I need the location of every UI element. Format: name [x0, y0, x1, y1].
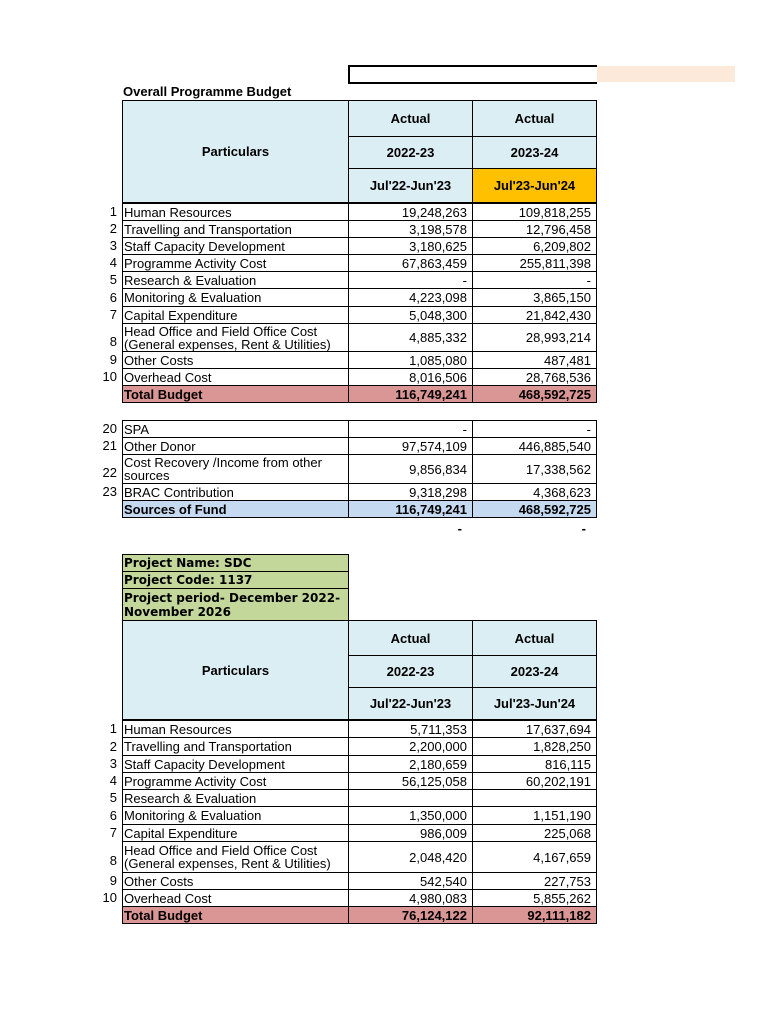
row-number: 7 — [109, 825, 117, 840]
table-row-label: Overhead Cost — [122, 889, 349, 907]
table-cell-value-1: 542,540 — [348, 872, 473, 890]
table-row-label: Overhead Cost — [122, 368, 349, 386]
table-cell-value-1: 19,248,263 — [348, 203, 473, 221]
header-period-1: Jul'22-Jun'23 — [348, 168, 473, 203]
table-row-label: Staff Capacity Development — [122, 755, 349, 773]
row-number: 5 — [109, 272, 117, 287]
table-cell-value-1: 8,016,506 — [348, 368, 473, 386]
row-number: 9 — [109, 352, 117, 367]
row-number: 1 — [109, 204, 117, 219]
total-value-2: 468,592,725 — [472, 500, 597, 518]
row-number: 21 — [102, 438, 117, 453]
row-number: 2 — [109, 738, 117, 754]
row-number: 6 — [109, 807, 117, 823]
project-code: Project Code: 1137 — [122, 571, 349, 589]
table-row-label: Research & Evaluation — [122, 789, 349, 807]
header-year-2: 2023-24 — [472, 136, 597, 169]
header2-actual-1: Actual — [348, 620, 473, 656]
table-cell-value-2: 17,338,562 — [472, 454, 597, 484]
row-number: 22 — [102, 465, 117, 480]
table-cell-value-1: 5,711,353 — [348, 720, 473, 738]
header2-particulars: Particulars — [122, 620, 349, 720]
header2-actual-2: Actual — [472, 620, 597, 656]
table-row-label: Head Office and Field Office Cost (General expenses, Rent & Utilities) — [122, 323, 349, 352]
table-row-label: Capital Expenditure — [122, 824, 349, 842]
table-cell-value-1: 9,856,834 — [348, 454, 473, 484]
table-cell-value-1: 3,198,578 — [348, 220, 473, 238]
table-cell-value-2: - — [472, 271, 597, 289]
total-label: Total Budget — [122, 385, 349, 403]
table-row-label: Capital Expenditure — [122, 306, 349, 324]
diff-value-1: - — [457, 521, 462, 536]
row-number: 4 — [109, 773, 117, 788]
row-number: 3 — [109, 238, 117, 253]
table-cell-value-1: 5,048,300 — [348, 306, 473, 324]
table-cell-value-1: 9,318,298 — [348, 483, 473, 501]
table-cell-value-1: 986,009 — [348, 824, 473, 842]
row-number: 8 — [109, 333, 117, 349]
table-row-label: Monitoring & Evaluation — [122, 806, 349, 825]
row-number: 20 — [102, 421, 117, 436]
row-number: 23 — [102, 484, 117, 499]
table-row-label: Other Costs — [122, 872, 349, 890]
total-label: Total Budget — [122, 906, 349, 924]
table-row-label: Human Resources — [122, 720, 349, 738]
project-period: Project period- December 2022-November 2026 — [122, 588, 349, 621]
total-value-2: 468,592,725 — [472, 385, 597, 403]
table-row-label: Other Costs — [122, 351, 349, 369]
table-cell-value-1: 4,885,332 — [348, 323, 473, 352]
table-cell-value-1: 1,085,080 — [348, 351, 473, 369]
table-cell-value-2: 816,115 — [472, 755, 597, 773]
row-number: 9 — [109, 873, 117, 888]
table-row-label: Monitoring & Evaluation — [122, 288, 349, 307]
table-row-label: Research & Evaluation — [122, 271, 349, 289]
row-number: 2 — [109, 221, 117, 236]
row-number: 3 — [109, 756, 117, 771]
header-year-1: 2022-23 — [348, 136, 473, 169]
total-value-2: 92,111,182 — [472, 906, 597, 924]
project-name: Project Name: SDC — [122, 554, 349, 572]
table-cell-value-1: 1,350,000 — [348, 806, 473, 825]
table-cell-value-2: 4,167,659 — [472, 841, 597, 873]
table-cell-value-1: - — [348, 420, 473, 438]
row-number: 4 — [109, 255, 117, 270]
table-cell-value-1: 4,980,083 — [348, 889, 473, 907]
table-cell-value-2: 28,993,214 — [472, 323, 597, 352]
top-input-box — [348, 65, 597, 84]
table-cell-value-1: 3,180,625 — [348, 237, 473, 255]
header-actual-1: Actual — [348, 100, 473, 137]
header2-year-1: 2022-23 — [348, 655, 473, 688]
table-cell-value-2: 109,818,255 — [472, 203, 597, 221]
table-row-label: Cost Recovery /Income from other sources — [122, 454, 349, 484]
table-cell-value-2: 446,885,540 — [472, 437, 597, 455]
table-cell-value-2: 17,637,694 — [472, 720, 597, 738]
row-number: 1 — [109, 721, 117, 736]
table-row-label: Head Office and Field Office Cost (General expenses, Rent & Utilities) — [122, 841, 349, 873]
total-value-1: 116,749,241 — [348, 385, 473, 403]
header-particulars: Particulars — [122, 100, 349, 203]
table-cell-value-2: 487,481 — [472, 351, 597, 369]
section-title: Overall Programme Budget — [123, 84, 292, 99]
table-cell-value-2 — [472, 789, 597, 807]
total-value-1: 76,124,122 — [348, 906, 473, 924]
row-number: 6 — [109, 289, 117, 305]
table-cell-value-1: 2,200,000 — [348, 737, 473, 756]
table-cell-value-1: 56,125,058 — [348, 772, 473, 790]
table-row-label: Human Resources — [122, 203, 349, 221]
table-row-label: Travelling and Transportation — [122, 737, 349, 756]
top-band — [597, 66, 735, 82]
table-cell-value-2: 225,068 — [472, 824, 597, 842]
table-cell-value-2: 1,828,250 — [472, 737, 597, 756]
table-cell-value-2: 5,855,262 — [472, 889, 597, 907]
total-label: Sources of Fund — [122, 500, 349, 518]
total-value-1: 116,749,241 — [348, 500, 473, 518]
table-row-label: Other Donor — [122, 437, 349, 455]
table-cell-value-2: 28,768,536 — [472, 368, 597, 386]
table-cell-value-2: - — [472, 420, 597, 438]
table-cell-value-1: - — [348, 271, 473, 289]
row-number: 5 — [109, 790, 117, 805]
table-cell-value-2: 255,811,398 — [472, 254, 597, 272]
row-number: 10 — [102, 890, 117, 905]
table-cell-value-1: 97,574,109 — [348, 437, 473, 455]
row-number: 8 — [109, 853, 117, 868]
diff-value-2: - — [581, 521, 586, 536]
row-number: 10 — [102, 369, 117, 384]
table-cell-value-1: 2,180,659 — [348, 755, 473, 773]
table-row-label: SPA — [122, 420, 349, 438]
table-cell-value-2: 60,202,191 — [472, 772, 597, 790]
table-row-label: BRAC Contribution — [122, 483, 349, 501]
header-actual-2: Actual — [472, 100, 597, 137]
table-cell-value-2: 6,209,802 — [472, 237, 597, 255]
header2-period-1: Jul'22-Jun'23 — [348, 687, 473, 720]
table-cell-value-2: 12,796,458 — [472, 220, 597, 238]
row-number: 7 — [109, 307, 117, 322]
table-cell-value-1: 4,223,098 — [348, 288, 473, 307]
header2-period-2: Jul'23-Jun'24 — [472, 687, 597, 720]
table-row-label: Programme Activity Cost — [122, 254, 349, 272]
table-cell-value-1 — [348, 789, 473, 807]
header2-year-2: 2023-24 — [472, 655, 597, 688]
table-cell-value-1: 67,863,459 — [348, 254, 473, 272]
table-cell-value-2: 4,368,623 — [472, 483, 597, 501]
table-cell-value-1: 2,048,420 — [348, 841, 473, 873]
table-row-label: Programme Activity Cost — [122, 772, 349, 790]
table-cell-value-2: 3,865,150 — [472, 288, 597, 307]
table-cell-value-2: 21,842,430 — [472, 306, 597, 324]
table-cell-value-2: 227,753 — [472, 872, 597, 890]
table-cell-value-2: 1,151,190 — [472, 806, 597, 825]
table-row-label: Staff Capacity Development — [122, 237, 349, 255]
header-period-2: Jul'23-Jun'24 — [472, 168, 597, 203]
table-row-label: Travelling and Transportation — [122, 220, 349, 238]
